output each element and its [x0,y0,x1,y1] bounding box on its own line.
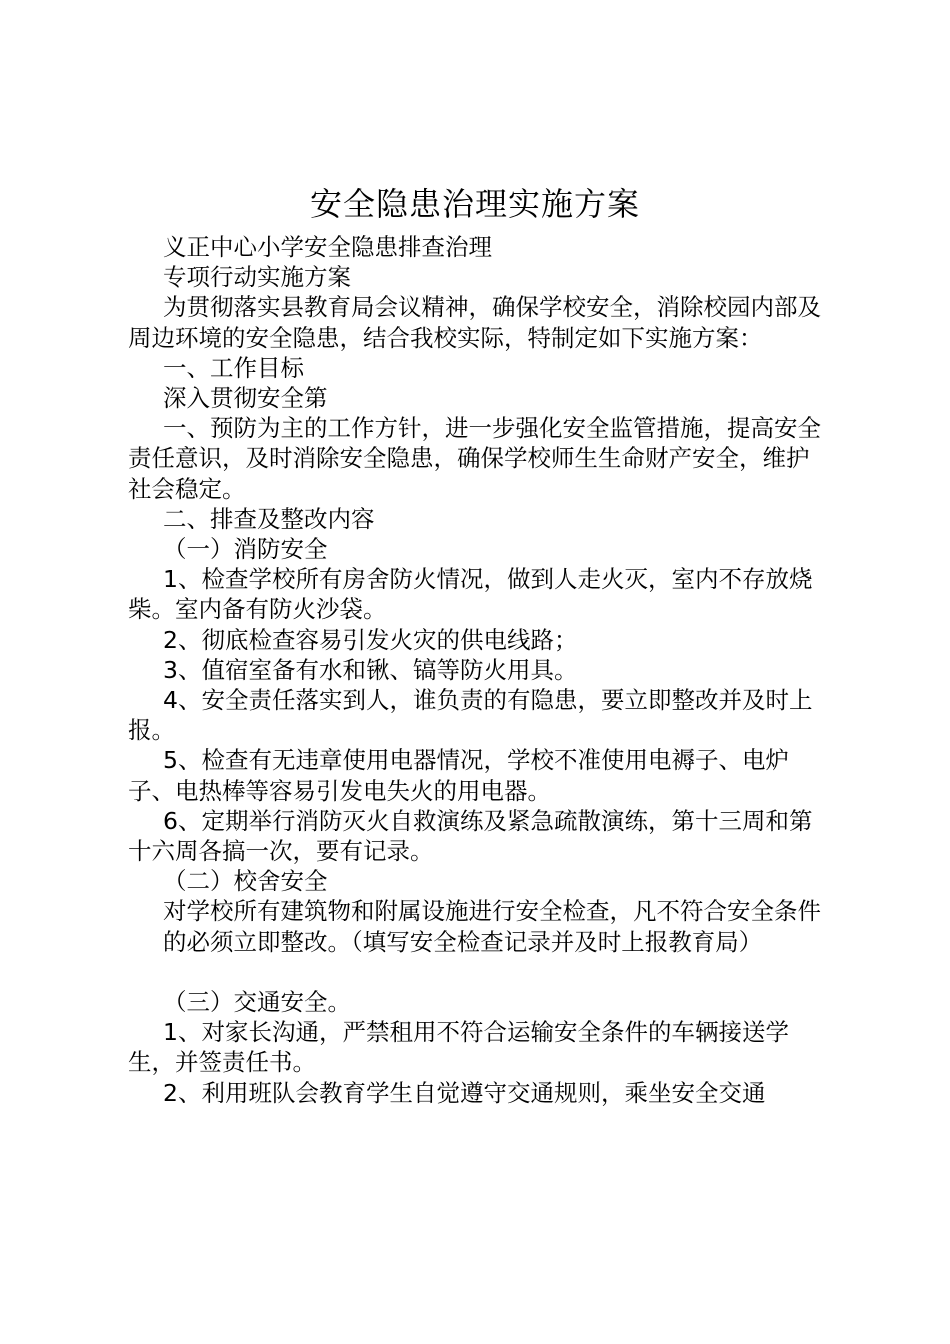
list-item: 1、检查学校所有房舍防火情况，做到人走火灭，室内不存放烧柴。室内备有防火沙袋。 [128,565,813,624]
paragraph-subtitle: 专项行动实施方案 [163,263,351,292]
heading-traffic-safety: （三）交通安全。 [163,988,351,1017]
paragraph-building-rectify: 的必须立即整改。（填写安全检查记录并及时上报教育局） [163,927,763,956]
blank-line [128,957,828,987]
heading-inspection-content: 二、排查及整改内容 [163,504,375,533]
paragraph-school-name: 义正中心小学安全隐患排查治理 [163,233,492,261]
list-item: 2、彻底检查容易引发火灾的供电线路； [163,625,578,654]
list-item: 2、利用班队会教育学生自觉遵守交通规则，乘坐安全交通 [163,1078,766,1107]
paragraph-goal-start: 深入贯彻安全第 [163,384,328,413]
paragraph-goal-body: 一、预防为主的工作方针，进一步强化安全监管措施，提高安全责任意识，及时消除安全隐患，确保学校师生生命财产安全，维护社会稳定。 [128,414,821,503]
list-item: 1、对家长沟通，严禁租用不符合运输安全条件的车辆接送学生，并签责任书。 [128,1018,789,1077]
document-title: 安全隐患治理实施方案 [309,185,640,223]
list-item: 3、值宿室备有水和锹、镐等防火用具。 [163,655,578,684]
paragraph-building-check: 对学校所有建筑物和附属设施进行安全检查，凡不符合安全条件 [163,897,821,926]
paragraph-intro: 为贯彻落实县教育局会议精神，确保学校安全，消除校园内部及周边环境的安全隐患，结合我校实际，特制定如下实施方案： [128,293,821,352]
heading-fire-safety: （一）消防安全 [163,535,328,564]
list-item: 5、检查有无违章使用电器情况，学校不准使用电褥子、电炉子、电热棒等容易引发电失火的用电器。 [128,746,789,805]
list-item: 4、安全责任落实到人，谁负责的有隐患，要立即整改并及时上报。 [128,686,813,745]
heading-building-safety: （二）校舍安全 [163,867,328,896]
list-item: 6、定期举行消防灭火自救演练及紧急疏散演练，第十三周和第十六周各搞一次，要有记录。 [128,806,813,866]
heading-work-goal: 一、工作目标 [163,353,304,382]
document-body [128,232,828,1108]
